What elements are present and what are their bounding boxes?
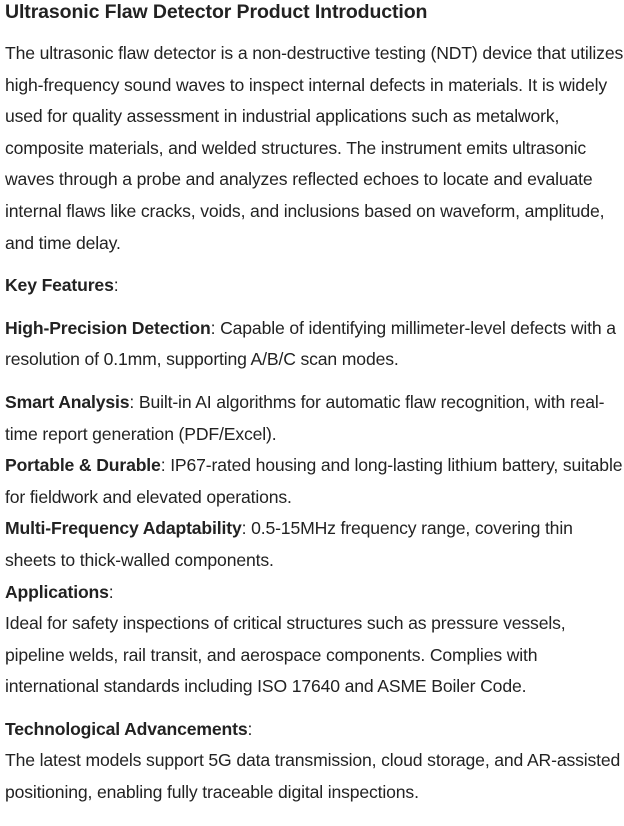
tech-paragraph: The latest models support 5G data transmission, cloud storage, and AR-assisted positioning, enabling fully traceable digital inspections.	[5, 750, 621, 803]
colon: :	[210, 317, 216, 338]
feature-text: 0.5-15MHz frequency range, covering thin sheets to thick-walled components.	[5, 518, 573, 570]
feature-item	[5, 513, 624, 576]
feature-label: Portable & Durable	[5, 455, 161, 476]
feature-text: Built-in AI algorithms for automatic flaw recognition, with real-time report generation (PDF/Excel).	[5, 391, 605, 444]
key-features-heading: Key Features	[5, 275, 114, 296]
feature-label: Multi-Frequency Adaptability	[5, 518, 242, 539]
tech-heading: Technological Advancements	[5, 718, 248, 739]
feature-text: Capable of identifying millimeter-level defects with a resolution of 0.1mm, supporting A/B/C scan modes.	[5, 317, 616, 370]
intro-paragraph: The ultrasonic flaw detector is a non-destructive testing (NDT) device that utilizes high-frequency sound waves to inspect internal defects in materials. It is widely used for quality assessment in industrial applications such as metalwork, composite materials, and welded structures. The instrument emits ultrasonic waves through a probe and analyzes reflected echoes to locate and evaluate internal flaws like cracks, voids, and inclusions based on waveform, amplitude, and time delay.	[5, 43, 624, 253]
colon: :	[129, 391, 135, 412]
tech-heading-line	[5, 714, 624, 746]
feature-label: Smart Analysis	[5, 391, 130, 412]
colon: :	[108, 581, 114, 602]
colon: :	[241, 518, 247, 539]
feature-text: IP67-rated housing and long-lasting lithium battery, suitable for fieldwork and elevated operations.	[5, 455, 623, 507]
feature-item	[5, 313, 624, 376]
feature-item	[5, 387, 624, 450]
applications-paragraph: Ideal for safety inspections of critical structures such as pressure vessels, pipeline welds, rail transit, and aerospace components. Complies with international standards including ISO 17640 and ASME Boiler Code.	[5, 613, 566, 697]
colon: :	[247, 718, 253, 739]
applications-heading-line	[5, 577, 624, 609]
applications-heading: Applications	[5, 581, 109, 602]
page-title: Ultrasonic Flaw Detector Product Introduction	[5, 1, 428, 23]
colon: :	[113, 275, 119, 296]
feature-item	[5, 450, 624, 513]
key-features-heading-line	[5, 270, 624, 302]
colon: :	[160, 455, 166, 476]
feature-label: High-Precision Detection	[5, 317, 211, 338]
